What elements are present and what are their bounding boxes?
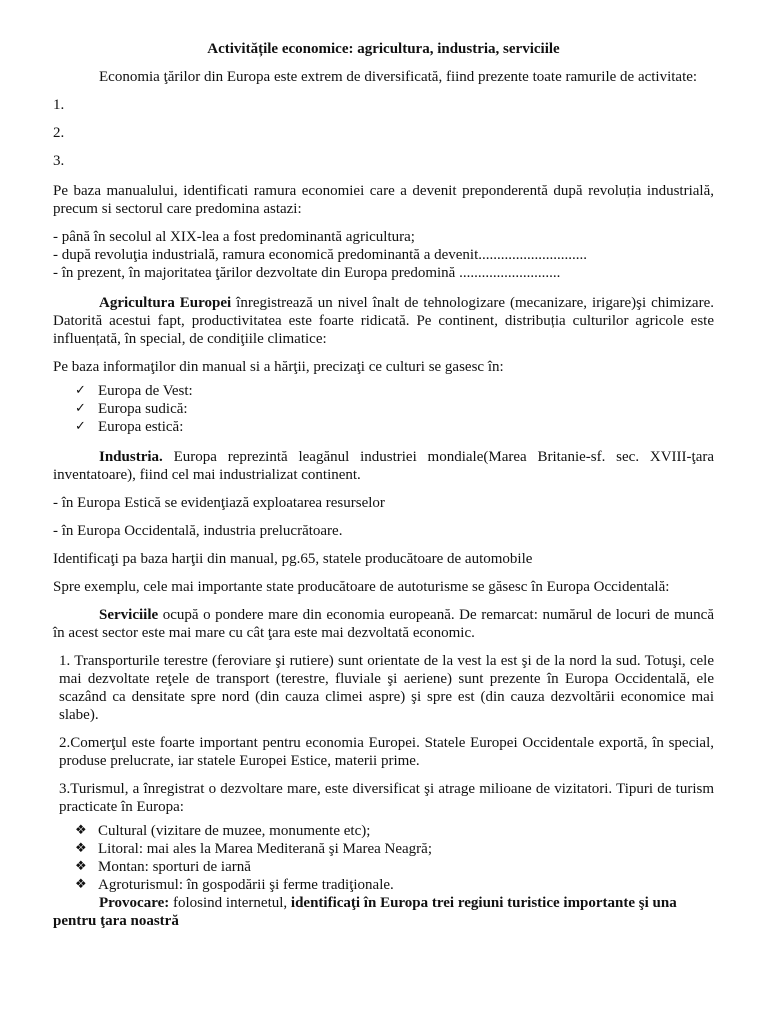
auto-question: Identificaţi pa baza harţii din manual, pg.65, statele producătoare de automobile [53,551,533,567]
check-icon: ✓ [75,383,86,398]
diamond-bullet-icon: ❖ [75,877,87,892]
list-item: ❖ Agroturismul: în gospodării şi ferme tradiţionale. [75,877,394,893]
intro-paragraph: Economia ţărilor din Europa este extrem de diversificată, fiind prezente toate ramurile de activitate: [99,69,698,85]
agriculture-text: înregistrează un nivel înalt de tehnologizare (mecanizare, irigare)şi chimizare. Datorită acestui fapt, productivitatea este foarte ridicată. Pe continent, distribuția culturilor agricole este influențată, în special, de condiţiile climatice: [53,295,714,347]
industry-paragraph [53,448,714,484]
challenge-paragraph [53,894,714,930]
services-heading: Serviciile [99,607,159,623]
service-item-tourism: 3.Turismul, a înregistrat o dezvoltare mare, este diversificat şi atrage milioane de vizitatori. Tipuri de turism practicate în Europa: [59,781,714,815]
dash-list [53,228,714,282]
industry-text: Europa reprezintă leagănul industriei mondiale(Marea Britanie-sf. sec. XVIII-ţara inventatoare), fiind cel mai industrializat continent. [53,449,714,483]
crops-question: Pe baza informaţilor din manual si a hărţii, precizaţi ce culturi se gasesc în: [53,359,504,375]
challenge-label: Provocare: [99,895,170,911]
numbered-blank-2: 2. [53,125,65,141]
challenge-text: folosind internetul, [169,895,291,911]
list-item: ❖ Cultural (vizitare de muzee, monumente etc); [75,823,371,839]
agriculture-paragraph [53,294,714,348]
numbered-blank-1: 1. [53,97,65,113]
list-item: ✓ Europa sudică: [75,401,188,417]
list-item: ✓ Europa estică: [75,419,184,435]
industry-heading: Industria. [99,449,163,465]
services-paragraph [53,606,714,642]
list-item: ✓ Europa de Vest: [75,383,193,399]
industry-line-east: - în Europa Estică se evidenţiază exploatarea resurselor [53,495,385,511]
list-item: ❖ Litoral: mai ales la Marea Mediterană şi Marea Neagră; [75,841,433,857]
auto-example: Spre exemplu, cele mai importante state producătoare de autoturisme se găsesc în Europa Occidentală: [53,579,670,595]
diamond-bullet-icon: ❖ [75,859,87,874]
manual-question: Pe baza manualului, identificati ramura economiei care a devenit preponderentă după revoluția industrială, precum si sectorul care predomina astazi: [53,183,714,217]
check-icon: ✓ [75,401,86,416]
service-item-transport: 1. Transporturile terestre (feroviare şi rutiere) sunt orientate de la vest la est şi de la nord la sud. Totuşi, cele mai dezvoltate reţele de transport (terestre, fluviale şi aeriene) sunt prezente în Europa Occidentală, ele scazând ca densitate spre nord (din cauza climei aspre) şi spre est (din cauza dezvoltării economice mai slabe). [59,653,714,723]
dash-line: - până în secolul al XIX-lea a fost predominantă agricultura; [53,229,415,245]
regions-list [53,382,714,436]
dash-line: - după revoluţia industrială, ramura economică predominantă a devenit............................. [53,247,588,263]
tourism-list [53,822,714,894]
agriculture-heading: Agricultura Europei [99,295,232,311]
numbered-blank-3: 3. [53,153,65,169]
service-item-commerce: 2.Comerţul este foarte important pentru economia Europei. Statele Europei Occidentale exportă, în special, produse prelucrate, iar statele Europei Estice, materii prime. [59,735,714,769]
check-icon: ✓ [75,419,86,434]
list-item: ❖ Montan: sporturi de iarnă [75,859,251,875]
diamond-bullet-icon: ❖ [75,823,87,838]
dash-line: - în prezent, în majoritatea ţărilor dezvoltate din Europa predomină ........................... [53,265,561,281]
challenge-bold-text: identificaţi în Europa trei regiuni turistice importante şi una pentru ţara noastră [53,895,677,929]
services-text: ocupă o pondere mare din economia europeană. De remarcat: numărul de locuri de muncă în acest sector este mai mare cu cât ţara este mai dezvoltată economic. [53,607,714,641]
industry-line-west: - în Europa Occidentală, industria prelucrătoare. [53,523,343,539]
diamond-bullet-icon: ❖ [75,841,87,856]
page-title: Activitățile economice: agricultura, industria, serviciile [207,41,560,57]
